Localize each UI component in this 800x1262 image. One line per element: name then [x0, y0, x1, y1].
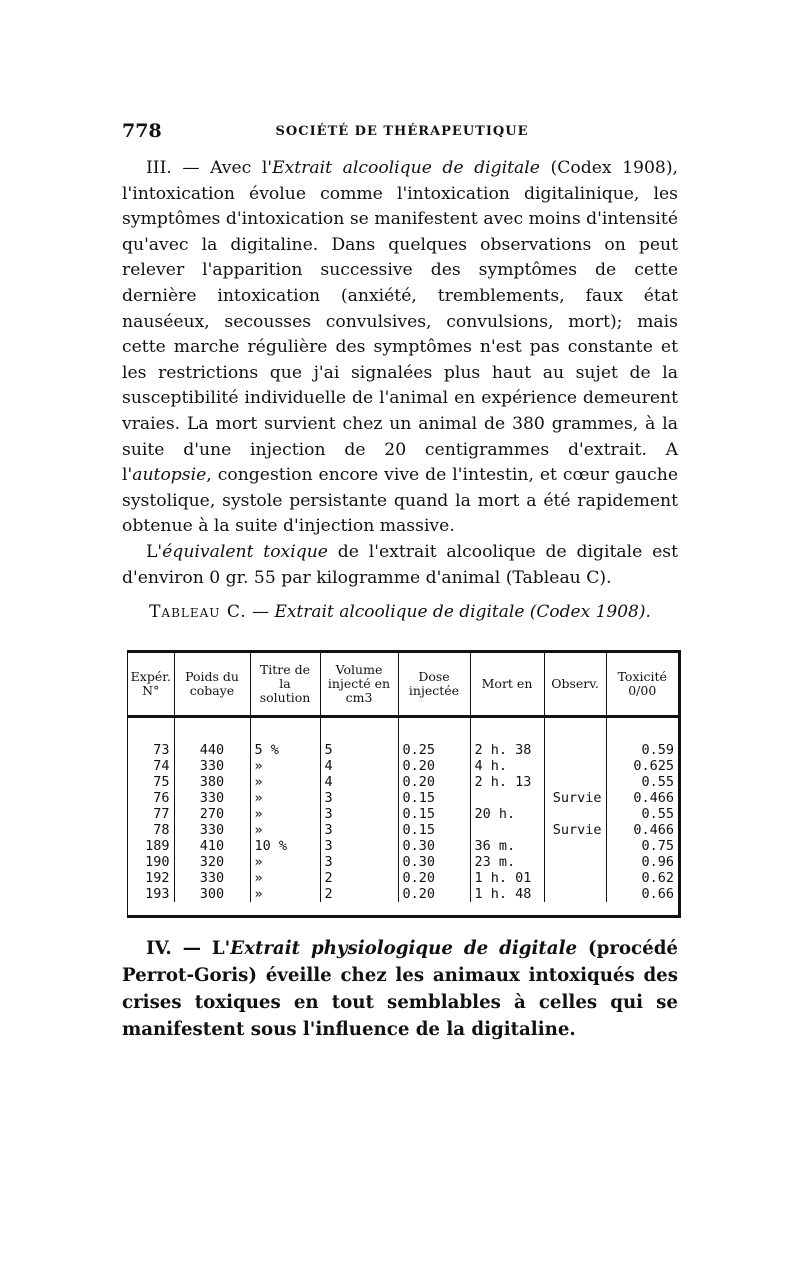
cell-dose: 0.15	[398, 822, 470, 838]
header-volume: Volume injecté en cm3	[320, 653, 398, 717]
header-exper: Expér. N°	[128, 653, 174, 717]
cell-exper: 190	[128, 854, 174, 870]
cell-poids: 270	[174, 806, 250, 822]
cell-mort: 2 h. 13	[470, 774, 544, 790]
cell-volume: 3	[320, 838, 398, 854]
table-c	[127, 650, 681, 918]
section-iv	[122, 935, 678, 1043]
page-number: 778	[122, 120, 162, 142]
cell-titre: 5 %	[250, 717, 320, 759]
cell-volume: 2	[320, 886, 398, 902]
cell-dose: 0.30	[398, 854, 470, 870]
data-table	[128, 653, 678, 902]
table-caption-dash: —	[246, 602, 275, 622]
body-text	[122, 156, 678, 591]
cell-volume: 3	[320, 822, 398, 838]
cell-observ: Survie	[544, 790, 606, 806]
cell-volume: 3	[320, 854, 398, 870]
cell-poids: 330	[174, 822, 250, 838]
paragraph-iii	[122, 156, 678, 540]
cell-observ	[544, 806, 606, 822]
paragraph-equivalent-body: de l'extrait alcoolique de digitale est d'environ 0 gr. 55 par kilogramme d'animal (Tableau C).	[122, 541, 679, 588]
paragraph-iv-title: Extrait physiologique de digitale	[230, 938, 578, 959]
cell-toxicite: 0.75	[641, 838, 674, 854]
page-header	[122, 120, 682, 144]
cell-mort	[470, 822, 544, 838]
paragraph-iii-lead: III. — Avec l'	[146, 158, 273, 178]
cell-toxicite: 0.62	[641, 870, 674, 886]
cell-titre: »	[250, 870, 320, 886]
cell-dose: 0.30	[398, 838, 470, 854]
cell-toxicite: 0.466	[633, 822, 674, 838]
cell-exper: 78	[128, 822, 174, 838]
cell-poids: 300	[174, 886, 250, 902]
cell-mort: 23 m.	[470, 854, 544, 870]
cell-exper: 73	[128, 717, 174, 759]
header-dose: Dose injectée	[398, 653, 470, 717]
cell-exper: 74	[128, 758, 174, 774]
table-row	[128, 774, 678, 790]
table-caption-title: Extrait alcoolique de digitale (Codex 1908).	[274, 602, 651, 622]
paragraph-equivalent	[122, 540, 678, 591]
table-header-row	[128, 653, 678, 717]
cell-volume: 3	[320, 790, 398, 806]
cell-titre: »	[250, 854, 320, 870]
table-row	[128, 790, 678, 806]
table-row	[128, 822, 678, 838]
cell-volume: 3	[320, 806, 398, 822]
cell-mort: 4 h.	[470, 758, 544, 774]
cell-mort	[470, 790, 544, 806]
table-row	[128, 717, 678, 759]
header-mort: Mort en	[470, 653, 544, 717]
cell-poids: 330	[174, 758, 250, 774]
cell-dose: 0.15	[398, 806, 470, 822]
cell-observ	[544, 717, 606, 759]
cell-observ	[544, 854, 606, 870]
cell-exper: 77	[128, 806, 174, 822]
table-body	[128, 717, 678, 903]
table-caption	[122, 602, 678, 622]
cell-volume: 4	[320, 758, 398, 774]
cell-poids: 320	[174, 854, 250, 870]
table-row	[128, 854, 678, 870]
cell-mort: 1 h. 48	[470, 886, 544, 902]
paragraph-iii-body: (Codex 1908), l'intoxication évolue comme l'intoxication digitalinique, les symptômes d'intoxication se manifestent avec moins d'intensité qu'avec la digitaline. Dans quelques observations on peut relever l'apparition successive des symptômes de cette dernière intoxication (anxiété, tremblements, faux état nauséeux, secousses convulsives, convulsions, mort); mais cette marche régulière des symptômes n'est pas constante et les restrictions que j'ai signalées plus haut au sujet de la susceptibilité individuelle de l'animal en expérience demeurent vraies. La mort survient chez un animal de 380 grammes, à la suite d'une injection de 20 centigrammes d'extrait. A l'	[122, 158, 679, 486]
paragraph-iv-body: (procédé Perrot-Goris) éveille chez les animaux intoxiqués des crises toxiques en tout semblables à celles qui se manifestent sous l'influence de la digitaline.	[122, 938, 678, 1040]
paragraph-equivalent-term: équivalent toxique	[162, 541, 328, 562]
cell-toxicite: 0.96	[641, 854, 674, 870]
cell-mort: 2 h. 38	[470, 717, 544, 759]
cell-titre: »	[250, 886, 320, 902]
cell-volume: 4	[320, 774, 398, 790]
cell-titre: »	[250, 822, 320, 838]
cell-exper: 193	[128, 886, 174, 902]
table-caption-label: Tableau C.	[149, 602, 247, 622]
cell-titre: »	[250, 790, 320, 806]
cell-titre: »	[250, 774, 320, 790]
cell-poids: 440	[174, 717, 250, 759]
table-row	[128, 806, 678, 822]
cell-toxicite: 0.66	[641, 886, 674, 902]
cell-toxicite: 0.55	[641, 774, 674, 790]
cell-observ	[544, 758, 606, 774]
table-row	[128, 870, 678, 886]
paragraph-iii-extract-title: Extrait alcoolique de digitale	[272, 158, 540, 178]
cell-titre: 10 %	[250, 838, 320, 854]
cell-dose: 0.20	[398, 886, 470, 902]
paragraph-iii-autopsie: autopsie	[132, 465, 207, 486]
cell-titre: »	[250, 758, 320, 774]
cell-mort: 36 m.	[470, 838, 544, 854]
cell-poids: 330	[174, 870, 250, 886]
cell-dose: 0.25	[398, 717, 470, 759]
cell-toxicite: 0.59	[641, 742, 674, 758]
header-toxicite: Toxicité 0/00	[606, 653, 678, 717]
cell-observ: Survie	[544, 822, 606, 838]
cell-dose: 0.20	[398, 774, 470, 790]
header-observ: Observ.	[544, 653, 606, 717]
paragraph-equivalent-lead: L'	[146, 541, 163, 562]
cell-dose: 0.15	[398, 790, 470, 806]
cell-exper: 189	[128, 838, 174, 854]
cell-observ	[544, 886, 606, 902]
cell-exper: 76	[128, 790, 174, 806]
cell-dose: 0.20	[398, 870, 470, 886]
cell-titre: »	[250, 806, 320, 822]
cell-exper: 192	[128, 870, 174, 886]
cell-volume: 5	[320, 717, 398, 759]
cell-poids: 330	[174, 790, 250, 806]
cell-observ	[544, 774, 606, 790]
cell-toxicite: 0.466	[633, 790, 674, 806]
header-poids: Poids du cobaye	[174, 653, 250, 717]
cell-observ	[544, 870, 606, 886]
cell-mort: 20 h.	[470, 806, 544, 822]
cell-toxicite: 0.625	[633, 758, 674, 774]
table-row	[128, 886, 678, 902]
cell-exper: 75	[128, 774, 174, 790]
table-row	[128, 838, 678, 854]
paragraph-iv-lead: IV. — L'	[146, 938, 231, 959]
header-titre: Titre de la solution	[250, 653, 320, 717]
table-row	[128, 758, 678, 774]
paragraph-iv	[122, 935, 678, 1043]
cell-poids: 380	[174, 774, 250, 790]
paragraph-iii-end: , congestion encore vive de l'intestin, et cœur gauche systolique, systole persistante quand la mort a été rapidement obtenue à la suite d'injection massive.	[122, 465, 678, 537]
cell-mort: 1 h. 01	[470, 870, 544, 886]
cell-poids: 410	[174, 838, 250, 854]
cell-dose: 0.20	[398, 758, 470, 774]
running-head: SOCIÉTÉ DE THÉRAPEUTIQUE	[275, 124, 529, 139]
cell-observ	[544, 838, 606, 854]
cell-volume: 2	[320, 870, 398, 886]
cell-toxicite: 0.55	[641, 806, 674, 822]
